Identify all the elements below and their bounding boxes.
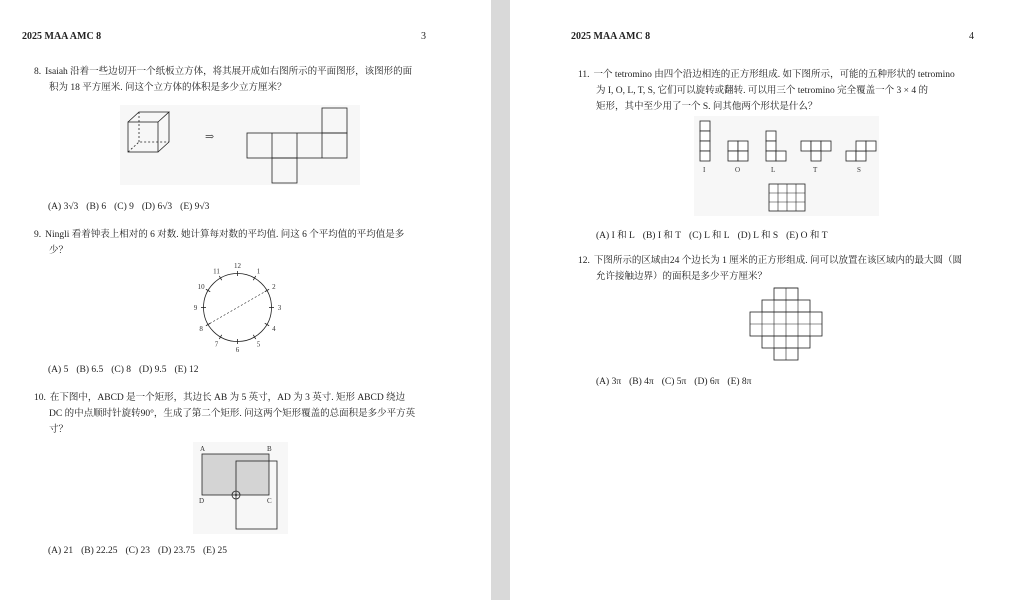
question-number: 11.	[578, 70, 590, 80]
clock-number: 6	[235, 346, 240, 354]
clock-tick	[253, 276, 256, 280]
question-text: 允许接触边界）的面积是多少平方厘米？	[596, 272, 768, 282]
choice-a: (A) I 和 L	[596, 231, 635, 241]
choice-d: (D) 6√3	[141, 202, 173, 212]
choice-e: (E) 9√3	[180, 202, 210, 212]
choice-b: (B) 22.25	[81, 546, 118, 556]
clock-tick	[219, 276, 222, 280]
choice-e: (E) 25	[203, 546, 228, 556]
clock-number: 2	[272, 283, 276, 291]
page-4	[510, 0, 1013, 600]
question-number: 8.	[34, 67, 42, 77]
question-text: 为 I, O, L, T, S, 它们可以旋转或翻转. 可以用三个 tetromino 完全覆盖一个 3 × 4 的	[596, 86, 928, 96]
choice-c: (C) 9	[114, 202, 134, 212]
answer-choices	[596, 377, 759, 387]
question-text: Isaiah 沿着一些边切开一个纸板立方体，将其展开成如右图所示的平面图形，该图形的面	[45, 67, 413, 77]
page-number: 4	[969, 31, 974, 42]
choice-a: (A) 3√3	[48, 202, 79, 212]
label-d: D	[199, 497, 205, 505]
shape-label-l: L	[771, 166, 776, 174]
choice-c: (C) 5π	[661, 377, 687, 387]
clock-figure	[190, 260, 285, 355]
clock-number: 9	[193, 304, 198, 312]
clock-number: 10	[197, 283, 205, 291]
choice-d: (D) 9.5	[139, 365, 167, 375]
question-text: DC 的中点顺时针旋转90°，生成了第二个矩形. 问这两个矩形覆盖的总面积是多少平方英	[49, 409, 416, 419]
clock-tick	[206, 323, 210, 326]
question-number: 10.	[34, 393, 46, 403]
choice-a: (A) 21	[48, 546, 74, 556]
clock-number: 12	[234, 262, 241, 270]
shape-label-i: I	[703, 166, 706, 174]
shape-label-s: S	[857, 166, 861, 174]
answer-choices	[48, 546, 235, 556]
choice-b: (B) 4π	[629, 377, 654, 387]
tetromino-figure	[694, 116, 879, 216]
question-number: 12.	[578, 256, 590, 266]
choice-b: (B) 6	[86, 202, 107, 212]
question-text: 寸？	[49, 425, 69, 435]
question-8	[34, 64, 444, 96]
question-9	[34, 227, 444, 259]
question-text: 少？	[49, 246, 69, 256]
page-number: 3	[421, 31, 426, 42]
arrow-symbol: ⇒	[205, 131, 215, 143]
choice-e: (E) O 和 T	[786, 231, 828, 241]
question-text: 一个 tetromino 由四个沿边相连的正方形组成. 如下图所示，可能的五种形状的 tetromino	[593, 70, 955, 80]
answer-choices	[596, 227, 836, 241]
choice-d: (D) L 和 S	[737, 231, 779, 241]
clock-number: 8	[199, 325, 203, 333]
clock-tick	[253, 335, 256, 339]
clock-tick	[219, 335, 222, 339]
cube-figure	[120, 105, 360, 185]
choice-d: (D) 6π	[694, 377, 720, 387]
choice-c: (C) 8	[111, 365, 132, 375]
choice-a: (A) 5	[48, 365, 69, 375]
choice-b: (B) I 和 T	[642, 231, 682, 241]
choice-b: (B) 6.5	[76, 365, 104, 375]
clock-number: 11	[213, 267, 220, 276]
question-number: 9.	[34, 230, 42, 240]
choice-e: (E) 12	[174, 365, 199, 375]
clock-tick	[206, 289, 210, 292]
question-10	[34, 390, 444, 438]
question-text: 下图所示的区域由24 个边长为 1 厘米的正方形组成. 问可以放置在该区域内的最大圆（圆	[593, 256, 963, 266]
question-11	[578, 67, 998, 115]
rectangles-figure	[193, 442, 288, 534]
shape-label-t: T	[813, 166, 818, 174]
page-header: 2025 MAA AMC 8	[22, 31, 102, 42]
answer-choices	[48, 202, 217, 212]
clock-number: 4	[272, 325, 276, 333]
region-grid-figure	[750, 288, 822, 360]
answer-choices	[48, 365, 207, 375]
question-text: 矩形，其中至少用了一个 S. 问其他两个形状是什么？	[596, 102, 818, 112]
question-text: 积为 18 平方厘米. 问这个立方体的体积是多少立方厘米？	[49, 83, 287, 93]
question-text: 在下图中，ABCD 是一个矩形，其边长 AB 为 5 英寸，AD 为 3 英寸. 矩形 ABCD 绕边	[49, 393, 406, 403]
page-header: 2025 MAA AMC 8	[571, 31, 651, 42]
clock-number: 1	[256, 267, 261, 276]
label-a: A	[200, 445, 206, 453]
choice-d: (D) 23.75	[158, 546, 195, 556]
clock-number: 7	[214, 340, 219, 349]
page-3	[0, 0, 491, 600]
clock-tick	[265, 323, 269, 326]
choice-c: (C) 23	[125, 546, 151, 556]
clock-diameter	[208, 291, 267, 325]
clock-number: 5	[256, 340, 261, 349]
choice-c: (C) L 和 L	[689, 231, 730, 241]
question-12	[578, 253, 998, 285]
clock-number: 3	[277, 304, 282, 312]
choice-e: (E) 8π	[727, 377, 752, 387]
question-text: Ningli 看着钟表上相对的 6 对数. 她计算每对数的平均值. 问这 6 个平均值的平均值是多	[45, 230, 405, 240]
label-c: C	[267, 497, 272, 505]
label-b: B	[267, 445, 272, 453]
page-gutter	[491, 0, 510, 600]
shape-label-o: O	[735, 166, 741, 174]
choice-a: (A) 3π	[596, 377, 622, 387]
